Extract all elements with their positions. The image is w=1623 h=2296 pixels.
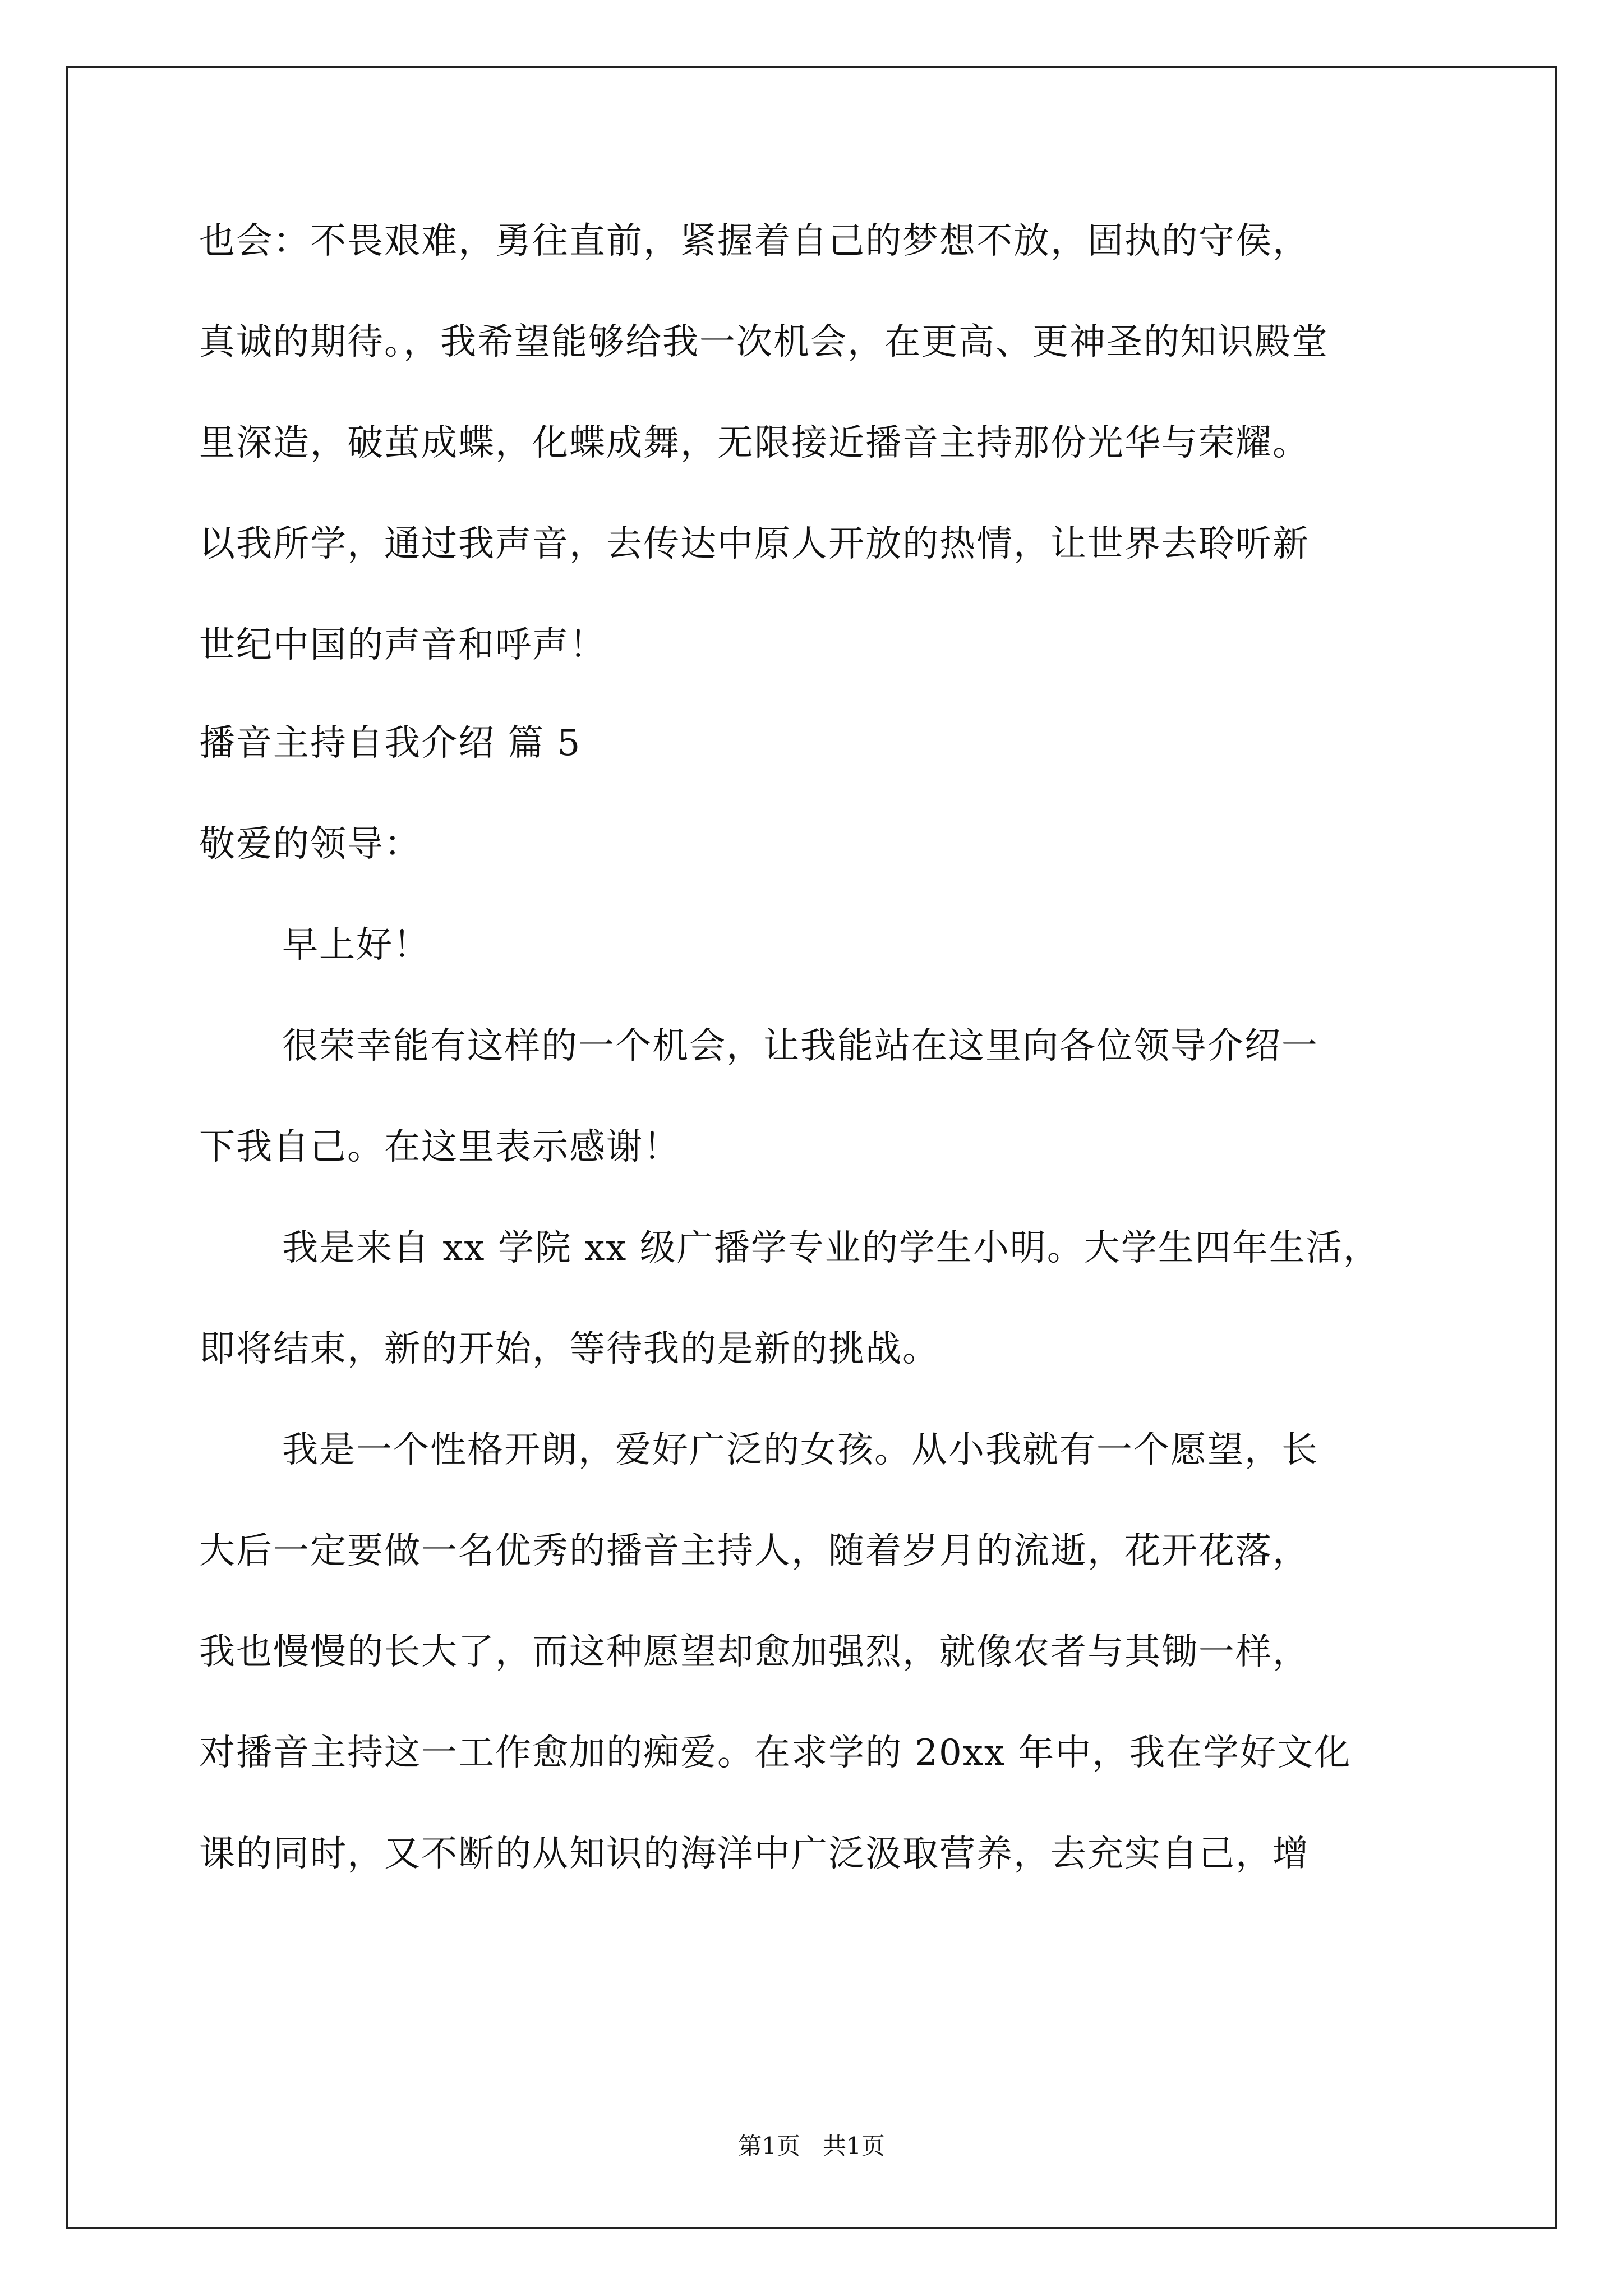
body-text-line: 我是来自 xx 学院 xx 级广播学专业的学生小明。大学生四年生活， xyxy=(282,1227,1380,1269)
section-heading: 播音主持自我介绍 篇 5 xyxy=(199,723,582,764)
body-text-line: 对播音主持这一工作愈加的痴爱。在求学的 20xx 年中，我在学好文化 xyxy=(199,1732,1352,1774)
body-text-line: 世纪中国的声音和呼声！ xyxy=(199,624,606,666)
salutation: 敬爱的领导： xyxy=(199,823,421,865)
body-text-line: 大后一定要做一名优秀的播音主持人，随着岁月的流逝，花开花落， xyxy=(199,1530,1310,1572)
body-text-line: 我也慢慢的长大了，而这种愿望却愈加强烈，就像农者与其锄一样， xyxy=(199,1631,1310,1673)
greeting: 早上好！ xyxy=(282,924,430,966)
body-text-line: 里深造，破茧成蝶，化蝶成舞，无限接近播音主持那份光华与荣耀。 xyxy=(199,422,1310,464)
page-number: 第1页 共1页 xyxy=(738,2132,885,2160)
body-text-line: 下我自己。在这里表示感谢！ xyxy=(199,1126,680,1168)
body-text-line: 我是一个性格开朗，爱好广泛的女孩。从小我就有一个愿望，长 xyxy=(282,1429,1318,1471)
body-text-line: 课的同时，又不断的从知识的海洋中广泛汲取营养，去充实自己，增 xyxy=(199,1833,1310,1875)
body-text-line: 真诚的期待。，我希望能够给我一次机会，在更高、更神圣的知识殿堂 xyxy=(199,321,1329,363)
body-text-line: 即将结束，新的开始，等待我的是新的挑战。 xyxy=(199,1328,939,1370)
body-text-line: 很荣幸能有这样的一个机会，让我能站在这里向各位领导介绍一 xyxy=(282,1025,1318,1067)
body-text-line: 以我所学，通过我声音，去传达中原人开放的热情，让世界去聆听新 xyxy=(199,523,1310,565)
body-text-line: 也会：不畏艰难，勇往直前，紧握着自己的梦想不放，固执的守侯， xyxy=(199,220,1310,262)
